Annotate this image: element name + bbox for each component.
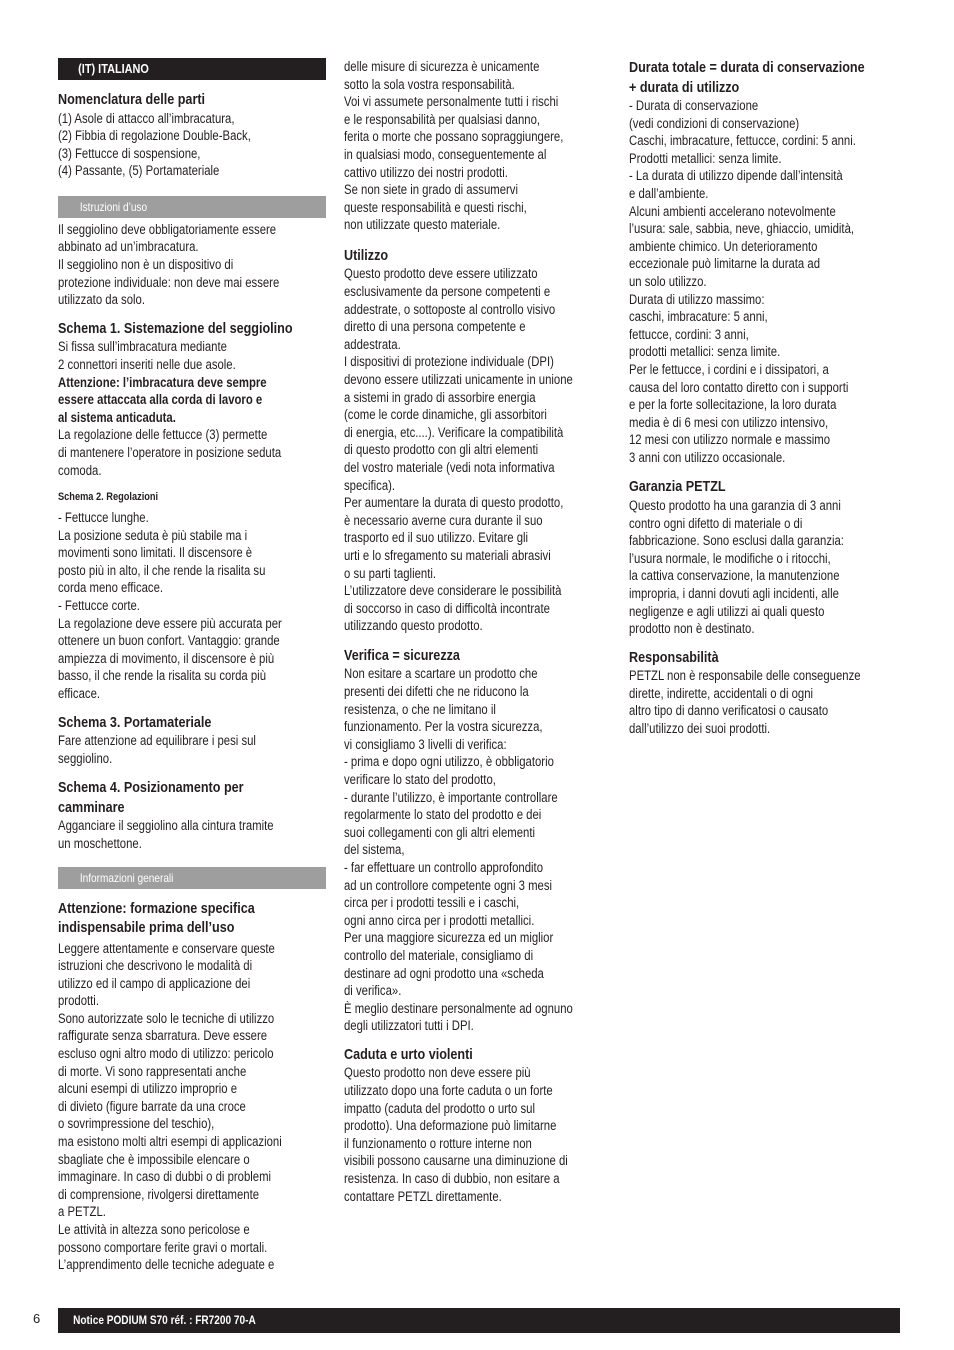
page-number: 6 [33,1311,41,1326]
verifica-heading: Verifica = sicurezza [344,646,460,664]
schema1-text: Si fissa sull’imbracatura mediante 2 connettori inseriti nelle due asole. [58,339,236,372]
column-right [629,58,901,738]
responsabilita-heading: Responsabilità [629,648,719,666]
verifica-text: Non esitare a scartare un prodotto che presenti dei difetti che ne riducono la resistenza, o che ne limitano il funzionamento. Per la vostra sicurezza, vi consigliamo 3 livelli di verifica: - prima e dopo ogni utilizzo, è obbligatorio verificare lo stato del prodotto, - durante l’utilizzo, è importante controllare regolarmente lo stato del prodotto e dei suoi collegamenti con gli altri elementi del sistema, - far effettuare un controllo approfondito ad un controllore competente ogni 3 mesi circa per i prodotti tessili e i caschi, ogni anno circa per i prodotti metallici. Per una maggiore sicurezza ed un miglior controllo del materiale, consigliamo di destinare ad ogni prodotto una «scheda di verifica». È meglio destinare personalmente ad ognuno degli utilizzatori tutti i DPI. [344,666,573,1034]
schema1-heading: Schema 1. Sistemazione del seggiolino [58,319,293,337]
column-left [58,58,326,1274]
info-label: Informazioni generali [79,870,174,885]
schema4-heading: Schema 4. Posizionamento per camminare [58,779,244,816]
utilizzo-heading: Utilizzo [344,246,389,264]
durata-text: - Durata di conservazione (vedi condizioni di conservazione) Caschi, imbracature, fettucce, cordini: 5 anni. Prodotti metallici: senza limite. - La durata di utilizzo dipende dall’intensità e dall’ambiente. Alcuni ambienti accelerano notevolmente l’usura: sale, sabbia, neve, ghiaccio, umidità, ambiente chimico. Un deterioramento eccezionale può limitarne la durata ad un solo utilizzo. Durata di utilizzo massimo: caschi, imbracature: 5 anni, fettucce, cordini: 3 anni, prodotti metallici: senza limite. Per le fettucce, i cordini e i dissipatori, a causa del loro contatto diretto con i supporti e per la forte sollecitazione, la loro durata media è di 6 mesi con utilizzo intensivo, 12 mesi con utilizzo normale e massimo 3 anni con utilizzo occasionale. [629,98,856,465]
responsabilita-text: PETZL non è responsabile delle conseguenze dirette, indirette, accidentali o di ogni altro tipo di danno verificatosi o causato dall’utilizzo dei suoi prodotti. [629,668,861,736]
caduta-heading: Caduta e urto violenti [344,1045,473,1063]
info-banner [58,867,326,889]
footer-notice: Notice PODIUM S70 réf. : FR7200 70-A [73,1313,256,1327]
attenzione-heading: Attenzione: formazione specifica indispensabile prima dell’uso [58,899,255,936]
schema1-text2: La regolazione delle fettucce (3) permette di mantenere l’operatore in posizione seduta comoda. [58,427,282,478]
garanzia-text: Questo prodotto ha una garanzia di 3 anni contro ogni difetto di materiale o di fabbricazione. Sono esclusi dalla garanzia: l’usura normale, le modifiche o i ritocchi, la cattiva conservazione, la manutenzione impropria, i danni dovuti agli incidenti, alle negligenze e agli utilizzi ai quali questo prodotto non è destinato. [629,497,844,637]
garanzia-heading: Garanzia PETZL [629,478,726,496]
istruzioni-text: Il seggiolino deve obbligatoriamente essere abbinato ad un’imbracatura. Il seggiolino non è un dispositivo di protezione individuale: non deve mai essere utilizzato da solo. [58,221,280,308]
istruzioni-label: Istruzioni d’uso [79,199,148,214]
schema3-text: Fare attenzione ad equilibrare i pesi sul seggiolino. [58,733,256,766]
istruzioni-banner [58,196,326,218]
language-label: (IT) ITALIANO [78,61,149,76]
utilizzo-text: Questo prodotto deve essere utilizzato esclusivamente da persone competenti e addestrate, o sottoposte al controllo visivo diretto di una persona competente e addestrata. I dispositivi di protezione individuale (DPI) devono essere utilizzati unicamente in unione a sistemi in grado di assorbire energia (come le corde dinamiche, gli assorbitori di energia, etc....). Verificare la compatibilità di questo prodotto con gli altri elementi del vostro materiale (vedi nota informativa specifica). Per aumentare la durata di questo prodotto, è necessario averne cura durante il suo trasporto ed il suo utilizzo. Evitare gli urti e lo sfregamento su materiali abrasivi o su parti taglienti. L’utilizzatore deve considerare le possibilità di soccorso in caso di difficoltà incontrate utilizzando questo prodotto. [344,266,573,634]
nomenclatura-text: (1) Asole di attacco all’imbracatura, (2) Fibbia di regolazione Double-Back, (3) Fettucce di sospensione, (4) Passante, (5) Portamateriale [58,110,251,179]
footer-bar [58,1308,900,1333]
attenzione-text: Leggere attentamente e conservare queste istruzioni che descrivono le modalità di utilizzo ed il campo di applicazione dei prodotti. Sono autorizzate solo le tecniche di utilizzo raffigurate senza sbarratura. Deve essere escluso ogni altro modo di utilizzo: pericolo di morte. Vi sono rappresentati anche alcuni esempi di utilizzo improprio e di divieto (figure barrate da una croce o sovrimpressione del teschio), ma esistono molti altri esempi di applicazioni sbagliate che è impossibile elencare o immaginare. In caso di dubbi o di problemi di comprensione, rivolgersi direttamente a PETZL. Le attività in altezza sono pericolose e possono comportare ferite gravi o mortali. L’apprendimento delle tecniche adeguate e [58,940,282,1273]
caduta-text: Questo prodotto non deve essere più utilizzato dopo una forte caduta o un forte impatto (caduta del prodotto o urto sul prodotto). Una deformazione può limitarne il funzionamento o rotture interne non visibili possono causarne una diminuzione di resistenza. In caso di dubbio, non esitare a contattare PETZL direttamente. [344,1065,568,1204]
schema3-heading: Schema 3. Portamateriale [58,713,212,731]
schema2-heading: Schema 2. Regolazioni [58,491,159,504]
language-banner [58,58,326,80]
responsibility-intro: delle misure di sicurezza è unicamente sotto la sola vostra responsabilità. Voi vi assumete personalmente tutti i rischi e le responsabilità per qualsiasi danno, ferita o morte che possano sopraggiungere, in qualsiasi modo, conseguentemente al cattivo utilizzo dei nostri prodotti. Se non siete in grado di assumervi queste responsabilità e questi rischi, non utilizzate questo materiale. [344,59,564,233]
nomenclatura-heading: Nomenclatura delle parti [58,91,206,108]
schema2-text: - Fettucce lunghe. La posizione seduta è più stabile ma i movimenti sono limitati. Il discensore è posto più in alto, il che rende la risalita su corda meno efficace. - Fettucce corte. La regolazione deve essere più accurata per ottenere un buon confort. Vantaggio: grande ampiezza di movimento, il discensore è più basso, il che rende la risalita su corda più efficace. [58,510,282,702]
schema4-text: Agganciare il seggiolino alla cintura tramite un moschettone. [58,818,274,851]
durata-heading: Durata totale = durata di conservazione + durata di utilizzo [629,59,865,96]
column-middle [344,58,614,1205]
schema1-warning: Attenzione: l’imbracatura deve sempre essere attaccata alla corda di lavoro e al sistema anticaduta. [58,374,267,425]
